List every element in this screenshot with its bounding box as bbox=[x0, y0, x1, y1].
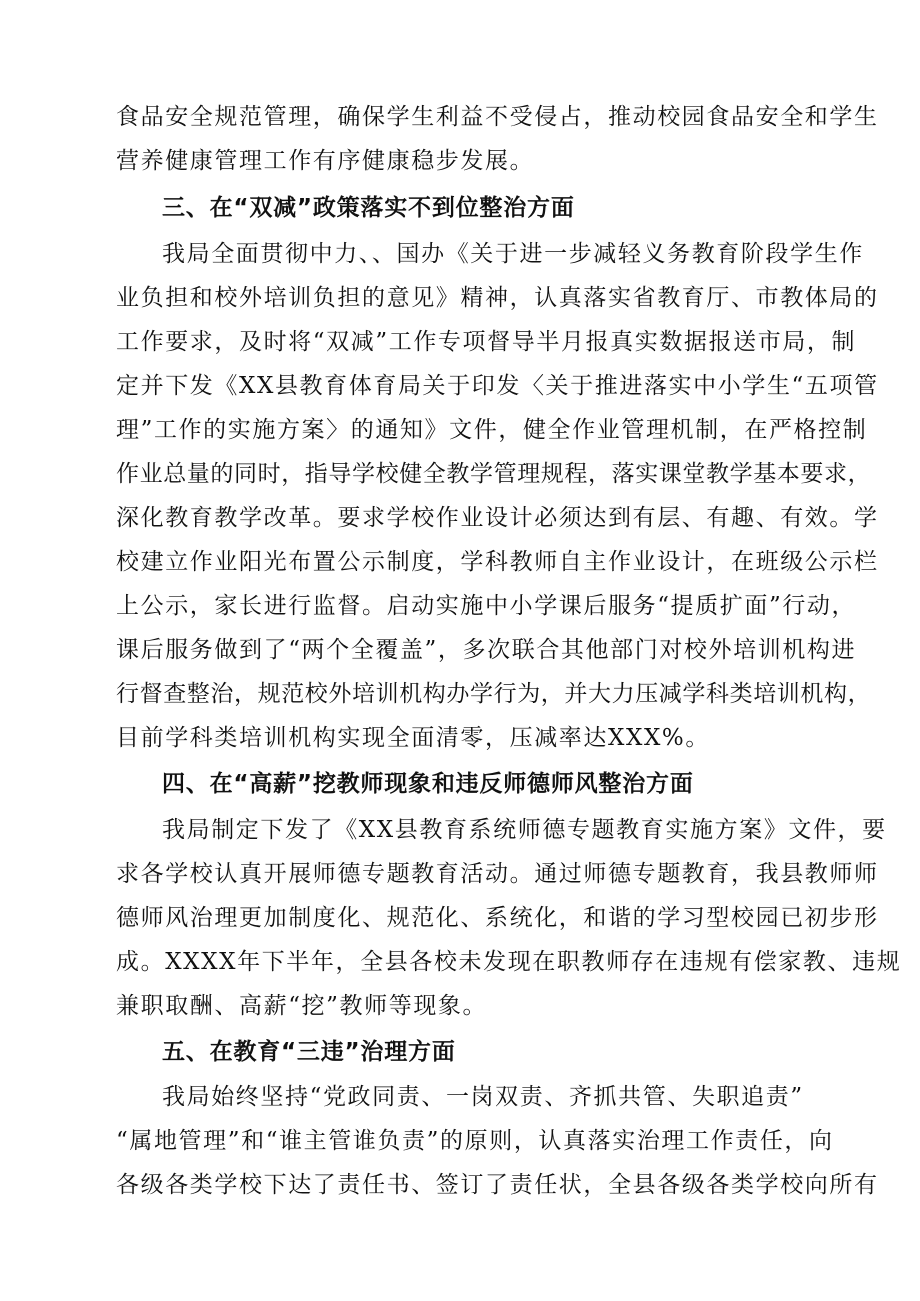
paragraph-line: 我局制定下发了《XX县教育系统师德专题教育实施方案》文件，要 bbox=[162, 817, 887, 843]
paragraph-line: “属地管理”和“谁主管谁负责”的原则，认真落实治理工作责任，向 bbox=[116, 1128, 834, 1154]
paragraph-line: 我局始终坚持“党政同责、一岗双责、齐抓共管、失职追责” bbox=[162, 1084, 804, 1110]
paragraph-line: 工作要求，及时将“双减”工作专项督导半月报真实数据报送市局，制 bbox=[116, 329, 857, 355]
paragraph-line: 理”工作的实施方案〉的通知》文件，健全作业管理机制，在严格控制 bbox=[116, 417, 868, 443]
paragraph-line: 成。XXXX年下半年，全县各校未发现在职教师存在违规有偿家教、违规 bbox=[116, 949, 902, 975]
section-heading: 四、在“高薪”挖教师现象和违反师德师风整治方面 bbox=[162, 771, 694, 797]
paragraph-line: 营养健康管理工作有序健康稳步发展。 bbox=[116, 148, 535, 174]
paragraph-line: 兼职取酬、高薪“挖”教师等现象。 bbox=[116, 993, 488, 1019]
paragraph-line: 目前学科类培训机构实现全面清零，压减率达XXX%。 bbox=[116, 725, 710, 751]
paragraph-line: 行督查整治，规范校外培训机构办学行为，并大力压减学科类培训机构， bbox=[116, 681, 872, 707]
paragraph-line: 我局全面贯彻中力、、国办《关于进一步减轻义务教育阶段学生作 bbox=[162, 241, 864, 267]
section-heading: 五、在教育“三违”治理方面 bbox=[162, 1039, 456, 1065]
paragraph-line: 德师风治理更加制度化、规范化、系统化，和谐的学习型校园已初步形 bbox=[116, 905, 879, 931]
paragraph-line: 课后服务做到了“两个全覆盖”，多次联合其他部门对校外培训机构进 bbox=[116, 637, 857, 663]
paragraph-line: 各级各类学校下达了责任书、签订了责任状，全县各级各类学校向所有 bbox=[116, 1172, 879, 1198]
paragraph-line: 业负担和校外培训负担的意见》精神，认真落实省教育厅、市教体局的 bbox=[116, 285, 879, 311]
paragraph-line: 校建立作业阳光布置公示制度，学科教师自主作业设计，在班级公示栏 bbox=[116, 549, 879, 575]
paragraph-line: 作业总量的同时，指导学校健全教学管理规程，落实课堂教学基本要求， bbox=[116, 461, 872, 487]
paragraph-line: 食品安全规范管理，确保学生利益不受侵占，推动校园食品安全和学生 bbox=[116, 104, 879, 130]
paragraph-line: 上公示，家长进行监督。启动实施中小学课后服务“提质扩面”行动， bbox=[116, 593, 857, 619]
paragraph-line: 深化教育教学改革。要求学校作业设计必须达到有层、有趣、有效。学 bbox=[116, 505, 879, 531]
paragraph-line: 定并下发《XX县教育体育局关于印发〈关于推进落实中小学生“五项管 bbox=[116, 373, 879, 399]
section-heading: 三、在“双减”政策落实不到位整治方面 bbox=[162, 195, 575, 221]
paragraph-line: 求各学校认真开展师德专题教育活动。通过师德专题教育，我县教师师 bbox=[116, 861, 879, 887]
